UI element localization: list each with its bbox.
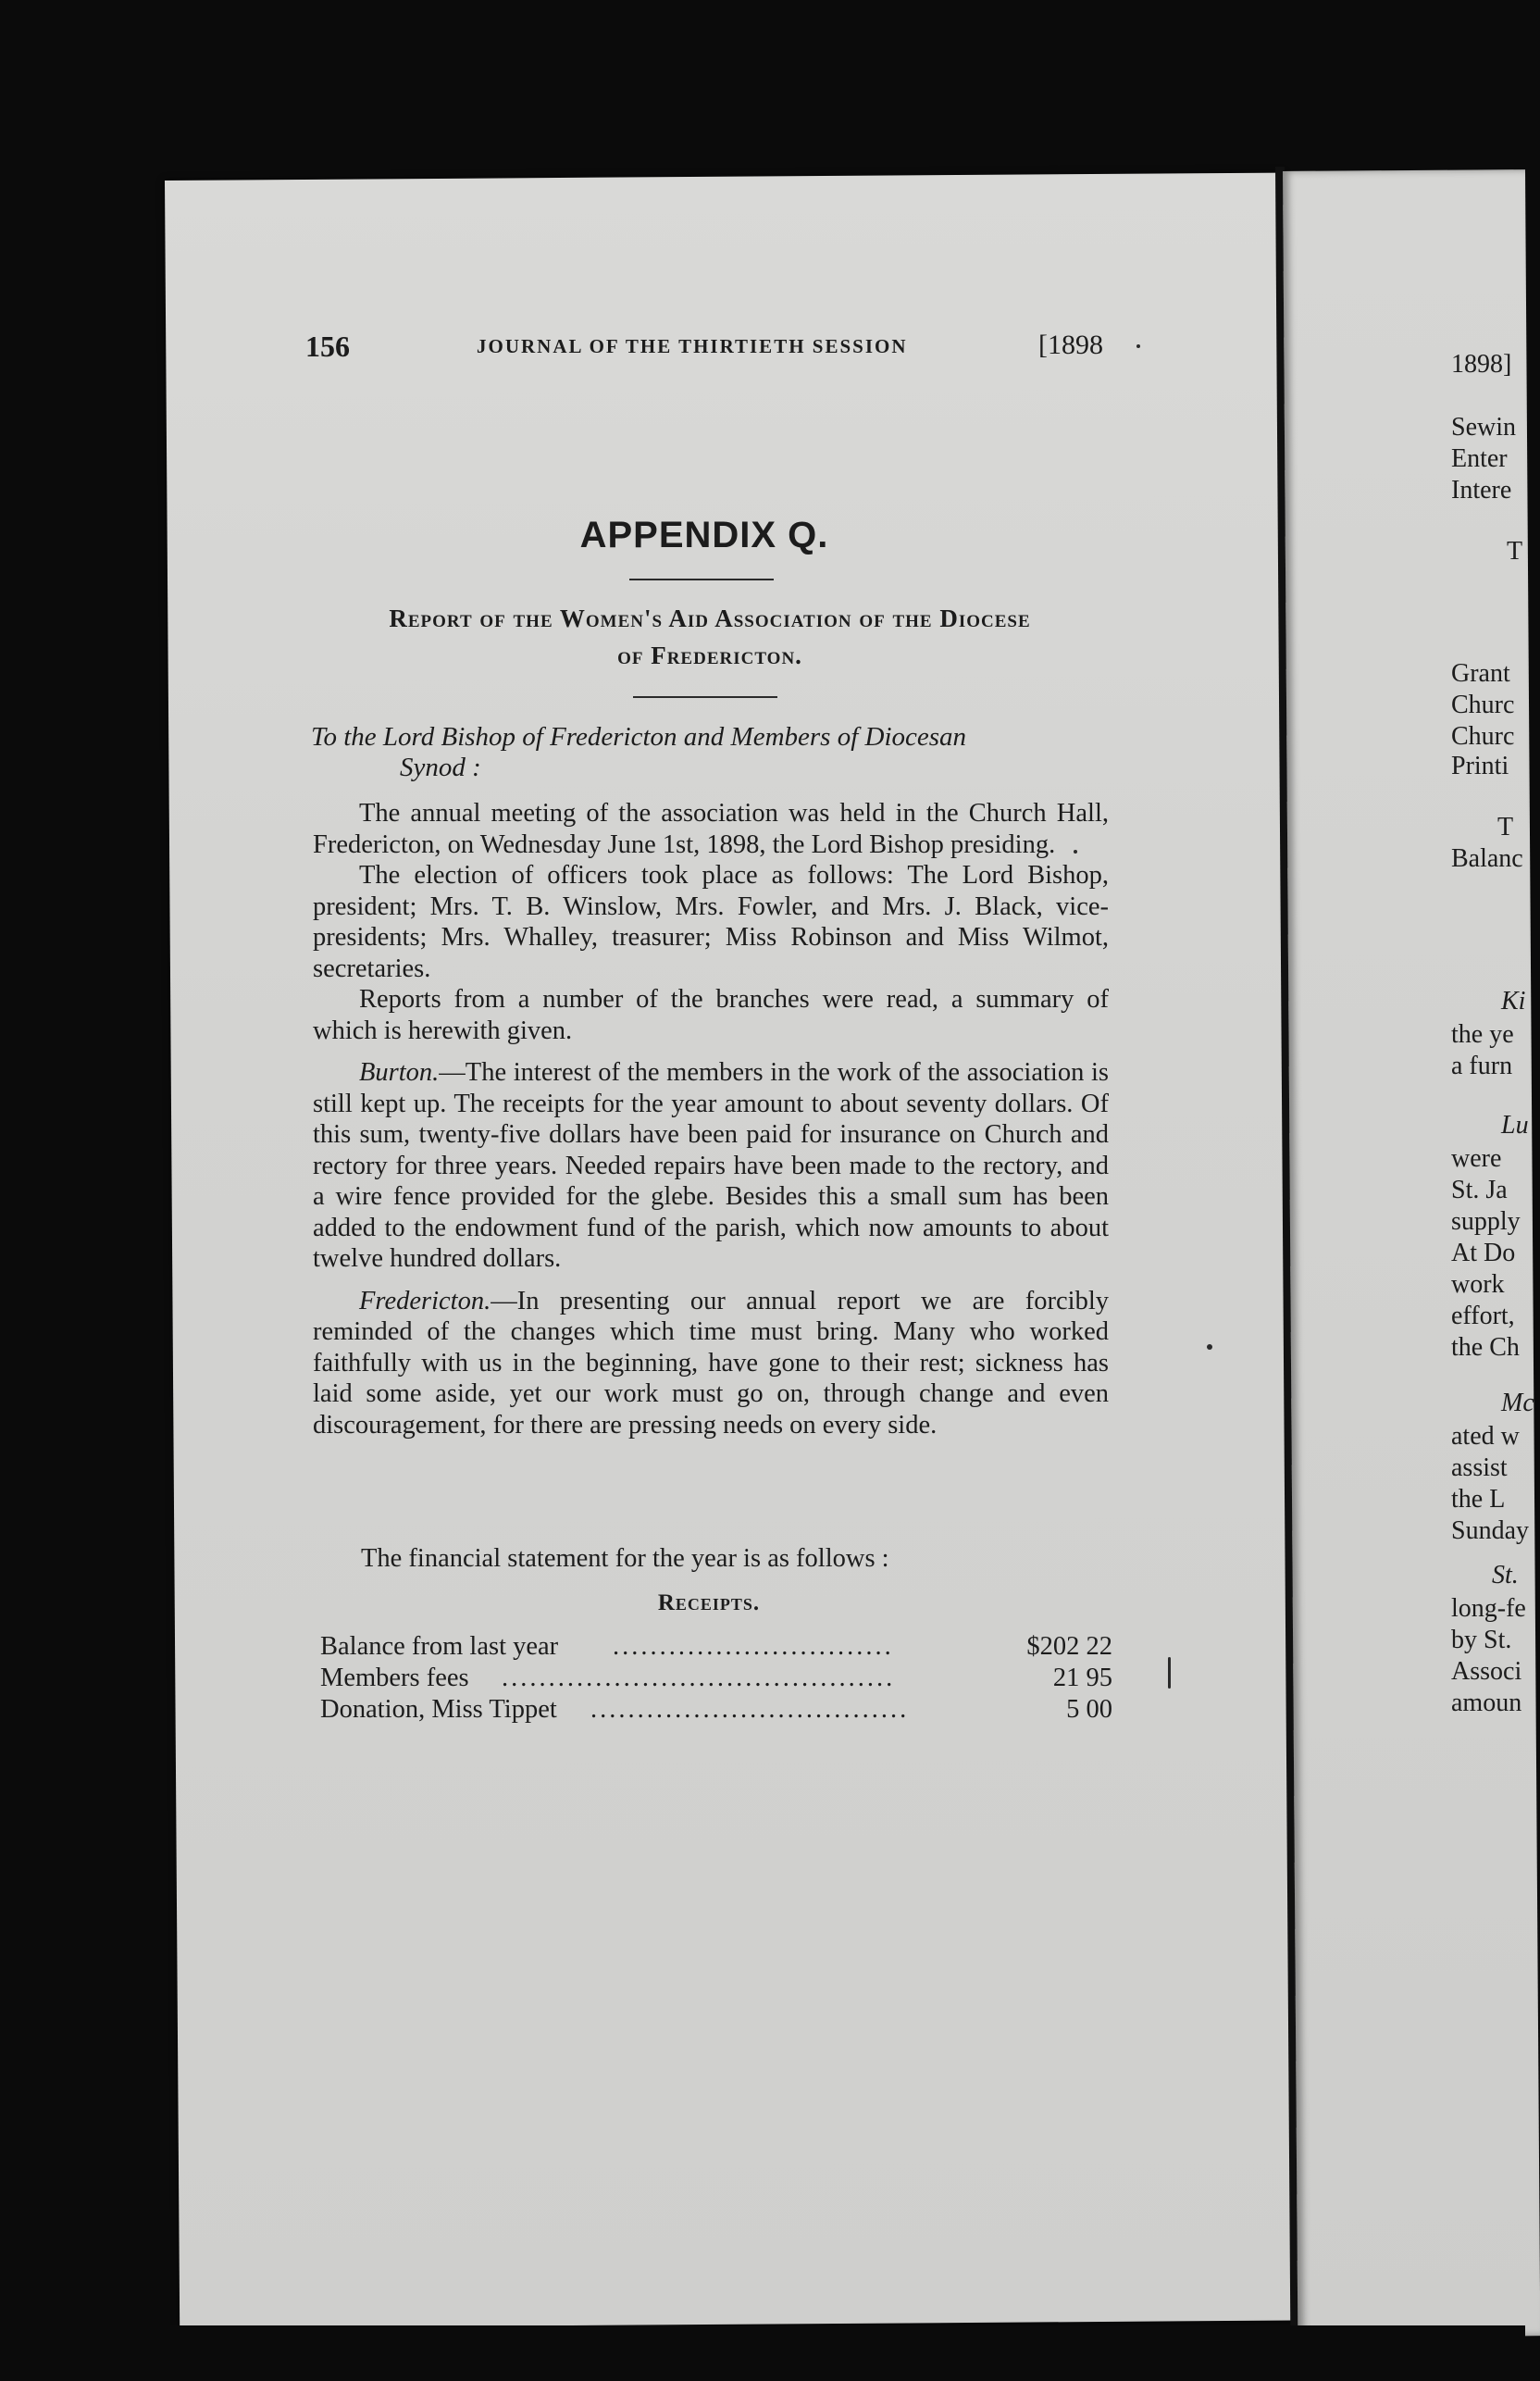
facing-line: St.: [1492, 1561, 1519, 1589]
divider-rule-bottom: [633, 696, 777, 698]
burton-text: —The interest of the members in the work of the association is still kept up. The receipts for the year amount to about seventy dollars. Of this sum, twenty-five dollars have been paid for insurance on Church and rectory for three years. Needed repairs have been made to the rectory, and a wire fence provided for the glebe. Besides this a small sum has been added to the endowment fund of the parish, which now amounts to about twelve hundred dollars.: [313, 1058, 1109, 1273]
salutation: [311, 722, 1107, 783]
header-year: [1898: [1038, 330, 1103, 360]
facing-page-year: 1898]: [1451, 350, 1512, 379]
receipt-value: $202 22: [1026, 1632, 1112, 1661]
paragraph-burton: [313, 1057, 1109, 1275]
facing-line: Mc: [1501, 1389, 1534, 1417]
facing-line: long-fe: [1451, 1594, 1526, 1623]
scan-speck: [1207, 1344, 1212, 1350]
receipt-row: [320, 1631, 1112, 1663]
financial-intro: The financial statement for the year is as follows :: [361, 1544, 889, 1573]
facing-line: Sewin: [1451, 413, 1516, 442]
facing-line: effort,: [1451, 1302, 1515, 1330]
report-body: [313, 798, 1109, 1440]
facing-line: Balanc: [1451, 844, 1523, 873]
facing-line: Sunday: [1451, 1516, 1529, 1545]
facing-line: Printi: [1451, 752, 1509, 780]
receipt-label: Members fees: [320, 1664, 469, 1692]
report-title: [311, 600, 1109, 674]
facing-line: Churc: [1451, 722, 1515, 751]
facing-line: Lu: [1501, 1111, 1529, 1140]
fredericton-lead: Fredericton.: [359, 1286, 491, 1315]
running-title: JOURNAL OF THE THIRTIETH SESSION: [477, 335, 908, 357]
facing-line: Churc: [1451, 691, 1515, 719]
appendix-title: APPENDIX Q.: [579, 515, 829, 555]
facing-line: Grant: [1451, 659, 1510, 688]
report-title-line1: Report of the Women's Aid Association of the Diocese: [389, 605, 1031, 632]
facing-line: T: [1507, 537, 1523, 566]
facing-line: by St.: [1451, 1626, 1512, 1654]
facing-line: the L: [1451, 1485, 1506, 1514]
facing-line: ated w: [1451, 1422, 1520, 1451]
salutation-line1: To the Lord Bishop of Fredericton and Members of Diocesan: [311, 722, 967, 752]
report-title-line2: of Fredericton.: [617, 642, 802, 669]
scan-speck: [1136, 344, 1140, 348]
facing-line: amoun: [1451, 1689, 1522, 1717]
running-head: [305, 330, 1103, 367]
facing-line: the Ch: [1451, 1333, 1520, 1362]
paragraph-annual-meeting: The annual meeting of the association was held in the Church Hall, Fredericton, on Wednesday June 1st, 1898, the Lord Bishop presiding.: [313, 799, 1109, 859]
paragraph-fredericton: [313, 1286, 1109, 1441]
fredericton-text: —In presenting our annual report we are forcibly reminded of the changes which time must bring. Many who worked faithfully with us in the beginning, have gone to their rest; sickness has laid some aside, yet our work must go on, through change and even discouragement, for there are pressing needs on every side.: [313, 1286, 1109, 1440]
receipt-label: Donation, Miss Tippet: [320, 1695, 557, 1724]
receipt-row: [320, 1663, 1112, 1694]
facing-line: Enter: [1451, 444, 1508, 473]
receipt-value: 5 00: [1066, 1695, 1112, 1724]
facing-page-column: [1451, 0, 1534, 2088]
paragraph-election: The election of officers took place as follows: The Lord Bishop, president; Mrs. T. B. Winslow, Mrs. Fowler, and Mrs. J. Black, vice-presidents; Mrs. Whalley, treasurer; Miss Robinson and Miss Wilmot, secretaries.: [313, 861, 1109, 983]
burton-lead: Burton.: [359, 1058, 440, 1087]
receipts-heading: Receipts.: [657, 1590, 761, 1615]
leader-dots: ..................................: [590, 1695, 910, 1724]
facing-line: were: [1451, 1144, 1502, 1173]
receipt-value: 21 95: [1052, 1664, 1112, 1692]
salutation-line2: Synod :: [400, 753, 481, 782]
facing-line: Ki: [1501, 987, 1526, 1016]
divider-rule-top: [629, 579, 774, 580]
facing-line: work: [1451, 1270, 1505, 1299]
facing-line: At Do: [1451, 1239, 1516, 1267]
receipts-table: [320, 1631, 1112, 1726]
receipt-label: Balance from last year: [320, 1632, 559, 1661]
scan-speck: [1074, 850, 1077, 854]
facing-line: the ye: [1451, 1020, 1514, 1049]
paragraph-reports: Reports from a number of the branches were read, a summary of which is herewith given.: [313, 985, 1109, 1045]
facing-line: T: [1497, 813, 1514, 841]
facing-line: St. Ja: [1451, 1176, 1508, 1204]
facing-line: Intere: [1451, 476, 1512, 505]
facing-line: Associ: [1451, 1657, 1522, 1686]
facing-line: a furn: [1451, 1052, 1513, 1080]
facing-line: supply: [1451, 1207, 1521, 1236]
page-number: 156: [305, 330, 350, 363]
leader-dots: ..............................: [613, 1632, 894, 1661]
leader-dots: ..........................................: [502, 1664, 896, 1692]
facing-line: assist: [1451, 1453, 1508, 1482]
scan-mark: [1168, 1657, 1171, 1689]
receipt-row: [320, 1694, 1112, 1726]
scan-border-bottom: [0, 2325, 1525, 2381]
